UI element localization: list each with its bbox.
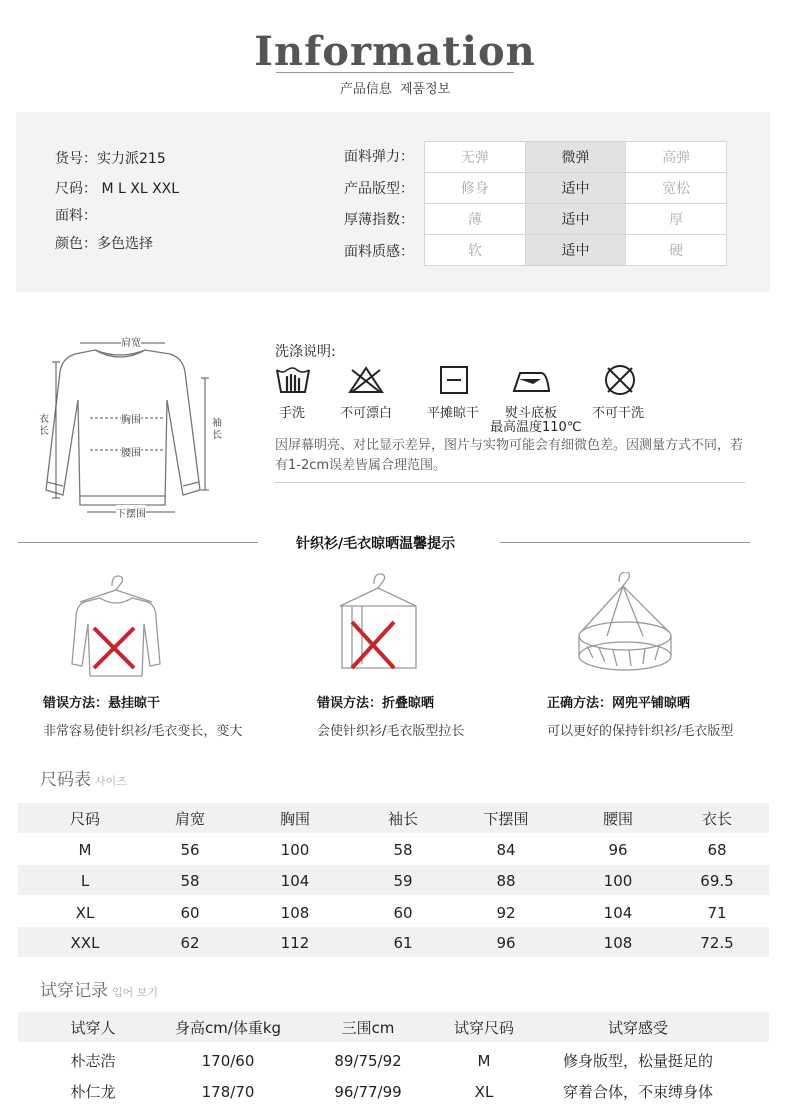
try-on-cell: 96/77/99 (334, 1083, 402, 1101)
option-cell: 宽松 (626, 173, 727, 204)
option-cell: 高弹 (626, 142, 727, 173)
size-cell: 112 (280, 934, 310, 952)
try-on-cell: XL (474, 1083, 494, 1101)
try-on-header-cell: 试穿感受 (607, 1019, 668, 1037)
hand-wash-icon (275, 364, 311, 396)
fit-row (425, 173, 727, 204)
option-cell: 薄 (425, 204, 526, 235)
option-cell-selected: 微弹 (525, 142, 626, 173)
size-cell: 58 (180, 872, 200, 890)
method-desc-folding: 会使针织衫/毛衣版型拉长 (317, 724, 465, 739)
option-cell: 无弹 (425, 142, 526, 173)
option-cell: 硬 (626, 235, 727, 266)
divider (500, 542, 750, 543)
option-cell-selected: 适中 (525, 173, 626, 204)
try-on-cell: 穿着合体，不束缚身体 (562, 1083, 713, 1101)
size-cell: 104 (280, 872, 310, 890)
size-cell: 84 (496, 841, 516, 859)
size-cell: 108 (603, 934, 633, 952)
size-cell: 58 (393, 841, 413, 859)
shoulder-label: 肩宽 (121, 334, 141, 349)
size-cell: 88 (496, 872, 516, 890)
size-cell: 62 (180, 934, 200, 952)
size-header-row (18, 803, 769, 833)
fabric-properties-table (424, 141, 727, 266)
size-cell: XL (75, 904, 95, 922)
size-cell: 59 (393, 872, 413, 890)
try-on-row (18, 1076, 769, 1106)
size-header-cell: 下摆围 (483, 810, 529, 828)
try-on-cell: 89/75/92 (334, 1052, 402, 1070)
size-cell: 96 (496, 934, 516, 952)
size-cell: 104 (603, 904, 633, 922)
wash-title: 洗涤说明: (275, 344, 336, 360)
method-desc-hanging: 非常容易使针织衫/毛衣变长，变大 (43, 724, 243, 739)
size-header-cell: 肩宽 (174, 810, 205, 828)
size-cell: 100 (603, 872, 633, 890)
try-on-cell: 朴志浩 (70, 1052, 116, 1070)
thickness-row (425, 204, 727, 235)
hanging-sweater-icon (60, 572, 180, 682)
page-title: Information (254, 28, 536, 75)
size-cell: 61 (393, 934, 413, 952)
chest-label: 胸围 (121, 411, 141, 426)
method-desc-flat: 可以更好的保持针织衫/毛衣版型 (547, 724, 734, 739)
dry-flat-icon (437, 364, 473, 396)
sleeve-label: 袖长 (212, 418, 222, 441)
size-cell: 100 (280, 841, 310, 859)
elasticity-row (425, 142, 727, 173)
texture-label: 面料质感： (344, 244, 414, 260)
try-on-row (18, 1045, 769, 1075)
size-cell: L (80, 872, 90, 890)
try-on-cell: 178/70 (201, 1083, 255, 1101)
folded-hanger-icon (332, 572, 452, 682)
try-on-cell: M (477, 1052, 491, 1070)
try-on-cell: 朴仁龙 (70, 1083, 116, 1101)
size-chart-title-kr: 사이즈 (95, 775, 127, 788)
size-cell: XXL (70, 934, 100, 952)
dry-flat-label: 平摊晾干 (427, 406, 480, 421)
length-label: 衣长 (39, 414, 49, 437)
hand-wash-label: 手洗 (279, 406, 306, 421)
texture-row (425, 235, 727, 266)
size-chart-title (40, 765, 127, 790)
size-row (18, 834, 769, 864)
try-on-header-cell: 试穿尺码 (453, 1019, 514, 1037)
option-cell: 修身 (425, 173, 526, 204)
size-cell: 108 (280, 904, 310, 922)
fit-label: 产品版型： (344, 181, 414, 197)
size-cell: 71 (707, 904, 727, 922)
iron-label: 熨斗底板 (505, 406, 558, 421)
waist-label: 腰围 (121, 444, 141, 459)
size-header-cell: 胸围 (279, 810, 310, 828)
divider (275, 482, 745, 483)
try-on-cell: 修身版型，松量挺足的 (562, 1052, 713, 1070)
option-cell: 软 (425, 235, 526, 266)
no-bleach-icon (348, 364, 384, 396)
size-cell: M (78, 841, 92, 859)
size-cell: 69.5 (700, 872, 734, 890)
option-cell-selected: 适中 (525, 235, 626, 266)
size-cell: 92 (496, 904, 516, 922)
color-disclaimer: 因屏幕明亮、对比显示差异，图片与实物可能会有细微色差。因测量方式不同，若有1-2cm误差皆属合理范围。 (275, 438, 744, 473)
size-cell: 56 (180, 841, 200, 859)
try-on-title (40, 976, 158, 1001)
size-chart-title-text: 尺码表 (40, 770, 91, 790)
try-on-title-kr: 입어 보기 (112, 986, 159, 999)
size-cell: 96 (608, 841, 628, 859)
method-heading-folding: 错误方法：折叠晾晒 (317, 696, 435, 711)
divider (18, 542, 258, 543)
size-header-cell: 尺码 (69, 810, 100, 828)
fabric-label: 面料： (55, 208, 97, 224)
color-label: 颜色：多色选择 (55, 236, 153, 252)
sweater-measurement-diagram (35, 330, 235, 525)
drying-tips-title: 针织衫/毛衣晾晒温馨提示 (296, 536, 456, 552)
try-on-cell: 170/60 (201, 1052, 255, 1070)
size-row (18, 897, 769, 927)
no-bleach-label: 不可漂白 (340, 406, 393, 421)
size-row (18, 927, 769, 957)
try-on-header-cell: 试穿人 (70, 1019, 116, 1037)
try-on-table (18, 1012, 769, 1108)
size-header-cell: 腰围 (602, 810, 633, 828)
no-dry-clean-label: 不可干洗 (592, 406, 645, 421)
option-cell: 厚 (626, 204, 727, 235)
item-number: 货号：实力派215 (55, 151, 166, 167)
size-header-cell: 袖长 (387, 810, 418, 828)
try-on-header-cell: 三围cm (341, 1019, 395, 1037)
try-on-header-cell: 身高cm/体重kg (174, 1019, 282, 1037)
method-heading-flat: 正确方法：网兜平铺晾晒 (547, 696, 691, 711)
option-cell-selected: 适中 (525, 204, 626, 235)
page-subtitle: 产品信息 제품정보 (339, 82, 451, 97)
size-row (18, 865, 769, 895)
iron-temp-label: 最高温度110℃ (490, 420, 582, 435)
elasticity-label: 面料弹力： (344, 149, 414, 165)
size-cell: 68 (707, 841, 727, 859)
size-list: 尺码： M L XL XXL (55, 181, 180, 197)
mesh-basket-icon (573, 572, 693, 682)
size-cell: 72.5 (700, 934, 734, 952)
try-on-title-text: 试穿记录 (40, 981, 108, 1001)
size-cell: 60 (393, 904, 413, 922)
size-cell: 60 (180, 904, 200, 922)
no-dry-clean-icon (602, 364, 638, 396)
thickness-label: 厚薄指数： (344, 212, 414, 228)
try-on-header-row (18, 1012, 769, 1042)
hem-label: 下摆围 (116, 505, 146, 520)
iron-icon (511, 364, 553, 396)
size-chart-table (18, 803, 769, 959)
method-heading-hanging: 错误方法：悬挂晾干 (43, 696, 161, 711)
size-header-cell: 衣长 (701, 810, 732, 828)
